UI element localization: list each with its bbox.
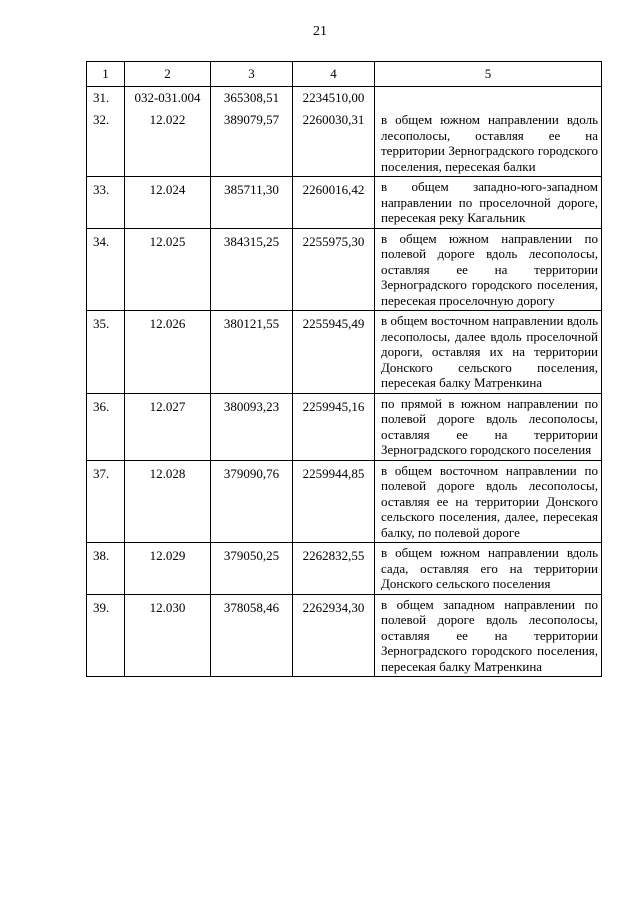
row-number-cell xyxy=(87,543,125,595)
row-number-cell xyxy=(87,594,125,677)
x-coordinate-cell xyxy=(211,177,293,229)
x-coordinate-cell xyxy=(211,393,293,460)
column-header: 2 xyxy=(125,62,211,87)
point-code: 12.030 xyxy=(149,599,186,615)
description-cell xyxy=(375,311,602,394)
y-coordinate: 2262934,30 xyxy=(302,599,365,615)
point-code-cell xyxy=(125,311,211,394)
y-coordinate: 2262832,55 xyxy=(302,548,365,563)
boundary-description: в общем западном направлении по полевой дороге вдоль лесополосы, оставляя ее на территории Зерноградского городского поселения, пересекая балку Матренкина xyxy=(381,596,598,674)
boundary-table xyxy=(86,61,602,677)
y-coordinate: 2255975,30 xyxy=(302,233,365,249)
description-cell xyxy=(375,460,602,543)
y-coordinate: 2260030,31 xyxy=(302,112,365,127)
boundary-description: в общем южном направлении вдоль сада, оставляя его на территории Донского сельского поселения xyxy=(381,545,598,591)
row-number-cell xyxy=(87,228,125,311)
row-number: 31. xyxy=(93,90,110,105)
row-number-cell xyxy=(87,87,125,177)
row-number: 38. xyxy=(93,548,110,563)
y-coordinate: 2260016,42 xyxy=(302,182,365,197)
y-coordinate-cell xyxy=(293,228,375,311)
table-row xyxy=(87,543,602,595)
y-coordinate: 2234510,00 xyxy=(302,90,365,105)
header-row xyxy=(87,62,602,87)
table-row xyxy=(87,87,602,177)
boundary-description: в общем южном направлении по полевой дороге вдоль лесополосы, оставляя ее на территории Зерноградского городского поселения, пересекая проселочную дорогу xyxy=(381,230,598,308)
row-number-cell xyxy=(87,311,125,394)
row-number: 37. xyxy=(93,465,110,481)
point-code: 12.026 xyxy=(149,316,186,331)
table-row xyxy=(87,177,602,229)
column-header: 3 xyxy=(211,62,293,87)
column-header: 4 xyxy=(293,62,375,87)
y-coordinate-cell xyxy=(293,594,375,677)
boundary-description: в общем южном направлении вдоль лесополосы, оставляя ее на территории Зерноградского городского поселения, пересекая балки xyxy=(381,112,598,174)
point-code-cell xyxy=(125,393,211,460)
x-coordinate-cell xyxy=(211,87,293,177)
table-row xyxy=(87,228,602,311)
x-coordinate-cell xyxy=(211,311,293,394)
column-header: 1 xyxy=(87,62,125,87)
y-coordinate-cell xyxy=(293,460,375,543)
x-coordinate-cell xyxy=(211,228,293,311)
row-number-cell xyxy=(87,460,125,543)
boundary-description: по прямой в южном направлении по полевой дороге вдоль лесополосы, оставляя ее на территории Зерноградского городского поселения xyxy=(381,395,598,457)
x-coordinate: 379050,25 xyxy=(223,548,280,563)
row-number: 36. xyxy=(93,398,110,414)
x-coordinate-cell xyxy=(211,594,293,677)
y-coordinate: 2259945,16 xyxy=(302,398,365,414)
table-row xyxy=(87,311,602,394)
table-row xyxy=(87,594,602,677)
row-number-cell xyxy=(87,393,125,460)
point-code-cell xyxy=(125,177,211,229)
x-coordinate: 378058,46 xyxy=(223,599,280,615)
point-code: 12.025 xyxy=(149,233,186,249)
row-number: 39. xyxy=(93,599,110,615)
row-number-cell xyxy=(87,177,125,229)
x-coordinate-cell xyxy=(211,543,293,595)
description-cell xyxy=(375,177,602,229)
point-code-cell xyxy=(125,594,211,677)
point-code: 12.027 xyxy=(149,398,186,414)
point-code-cell xyxy=(125,460,211,543)
boundary-description: в общем восточном направлении вдоль лесополосы, далее вдоль проселочной дороги, оставляя их на территории Донского сельского поселения, пересекая балку Матренкина xyxy=(381,313,598,390)
description-cell xyxy=(375,393,602,460)
y-coordinate: 2259944,85 xyxy=(302,465,365,481)
x-coordinate: 384315,25 xyxy=(223,233,280,249)
point-code-cell xyxy=(125,228,211,311)
x-coordinate: 380121,55 xyxy=(223,316,280,331)
point-code: 032-031.004 xyxy=(134,90,201,105)
point-code-cell xyxy=(125,87,211,177)
x-coordinate: 385711,30 xyxy=(224,182,279,197)
y-coordinate-cell xyxy=(293,543,375,595)
table-row xyxy=(87,393,602,460)
boundary-description: в общем западно-юго-западном направлении по проселочной дороге, пересекая реку Кагальник xyxy=(381,179,598,225)
description-cell xyxy=(375,87,602,177)
boundary-description: в общем восточном направлении по полевой дороге вдоль лесополосы, оставляя ее на территории Донского сельского поселения, далее, пересекая балку, по полевой дороге xyxy=(381,462,598,540)
y-coordinate: 2255945,49 xyxy=(302,316,365,331)
point-code: 12.022 xyxy=(149,112,186,127)
point-code: 12.024 xyxy=(149,182,186,197)
point-code: 12.028 xyxy=(149,465,186,481)
column-header: 5 xyxy=(375,62,602,87)
point-code: 12.029 xyxy=(149,548,186,563)
point-code-cell xyxy=(125,543,211,595)
y-coordinate-cell xyxy=(293,87,375,177)
row-number: 33. xyxy=(93,182,110,197)
y-coordinate-cell xyxy=(293,177,375,229)
description-cell xyxy=(375,543,602,595)
table-row xyxy=(87,460,602,543)
x-coordinate: 389079,57 xyxy=(223,112,280,127)
x-coordinate-cell xyxy=(211,460,293,543)
page-number: 21 xyxy=(313,24,327,39)
description-cell xyxy=(375,594,602,677)
row-number: 34. xyxy=(93,233,110,249)
x-coordinate: 379090,76 xyxy=(223,465,280,481)
table-body xyxy=(87,87,602,677)
x-coordinate: 380093,23 xyxy=(223,398,280,414)
description-spacer xyxy=(381,89,598,112)
description-cell xyxy=(375,228,602,311)
x-coordinate: 365308,51 xyxy=(223,90,280,105)
row-number: 32. xyxy=(93,112,110,127)
row-number: 35. xyxy=(93,316,110,331)
y-coordinate-cell xyxy=(293,393,375,460)
y-coordinate-cell xyxy=(293,311,375,394)
